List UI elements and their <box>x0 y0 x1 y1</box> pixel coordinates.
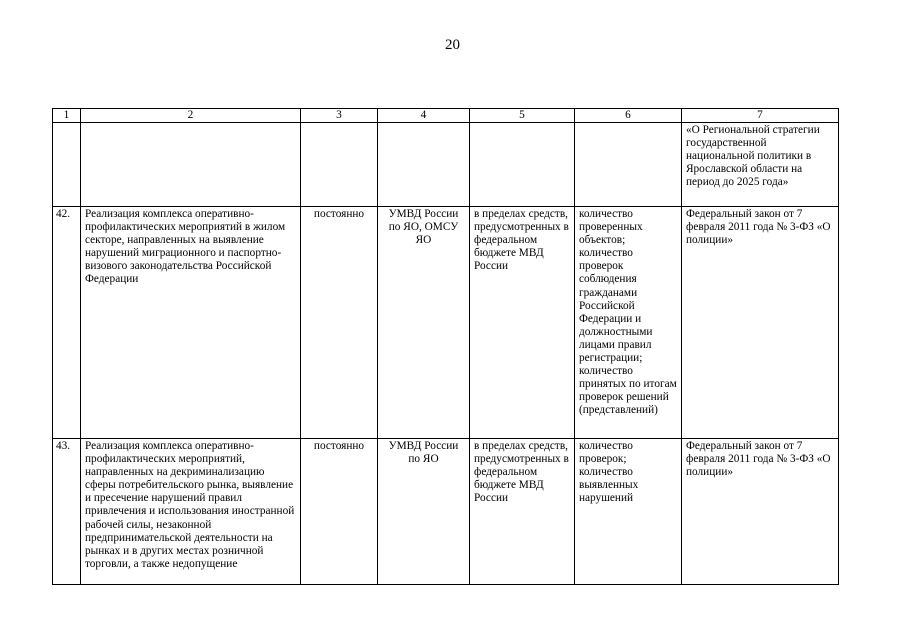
executor-cell: УМВД России по ЯО <box>378 439 470 585</box>
column-header: 1 <box>53 109 81 123</box>
column-header: 2 <box>81 109 301 123</box>
column-header-row <box>53 109 839 123</box>
column-header: 6 <box>575 109 682 123</box>
table-row <box>53 207 839 439</box>
column-header: 7 <box>682 109 839 123</box>
column-header: 4 <box>378 109 470 123</box>
table-row <box>53 439 839 585</box>
period-cell: постоянно <box>301 439 378 585</box>
column-header: 5 <box>470 109 575 123</box>
row-number: 42. <box>53 207 81 439</box>
measures-table <box>52 108 839 585</box>
legal-basis-cell: Федеральный закон от 7 февраля 2011 года № 3-ФЗ «О полиции» <box>682 439 839 585</box>
legal-basis-cell: Федеральный закон от 7 февраля 2011 года № 3-ФЗ «О полиции» <box>682 207 839 439</box>
column-header: 3 <box>301 109 378 123</box>
indicators-cell: количество проверенных объектов; количество проверок соблюдения гражданами Российской Федерации и должностными лицами правил регистрации; количество принятых по итогам проверок решений (представлений) <box>575 207 682 439</box>
funding-cell: в пределах средств, предусмотренных в федеральном бюджете МВД России <box>470 439 575 585</box>
executor-cell: УМВД России по ЯО, ОМСУ ЯО <box>378 207 470 439</box>
page-number: 20 <box>445 37 460 53</box>
legal-basis-cell: «О Региональной стратегии государственной национальной политики в Ярославской области на период до 2025 года» <box>682 123 839 207</box>
row-number: 43. <box>53 439 81 585</box>
activity-cell: Реализация комплекса оперативно-профилактических мероприятий, направленных на декриминализацию сферы потребительского рынка, выявление и пресечение нарушений правил привлечения и использования иностранной рабочей силы, незаконной предпринимательской деятельности на рынках и в других местах розничной торговли, а также недопущение <box>85 440 295 570</box>
funding-cell: в пределах средств, предусмотренных в федеральном бюджете МВД России <box>470 207 575 439</box>
period-cell: постоянно <box>301 207 378 439</box>
indicators-cell: количество проверок; количество выявленных нарушений <box>575 439 682 585</box>
continuation-row <box>53 123 839 207</box>
activity-cell: Реализация комплекса оперативно-профилактических мероприятий в жилом секторе, направленных на выявление нарушений миграционного и паспортно-визового законодательства Российской Федерации <box>81 207 301 439</box>
